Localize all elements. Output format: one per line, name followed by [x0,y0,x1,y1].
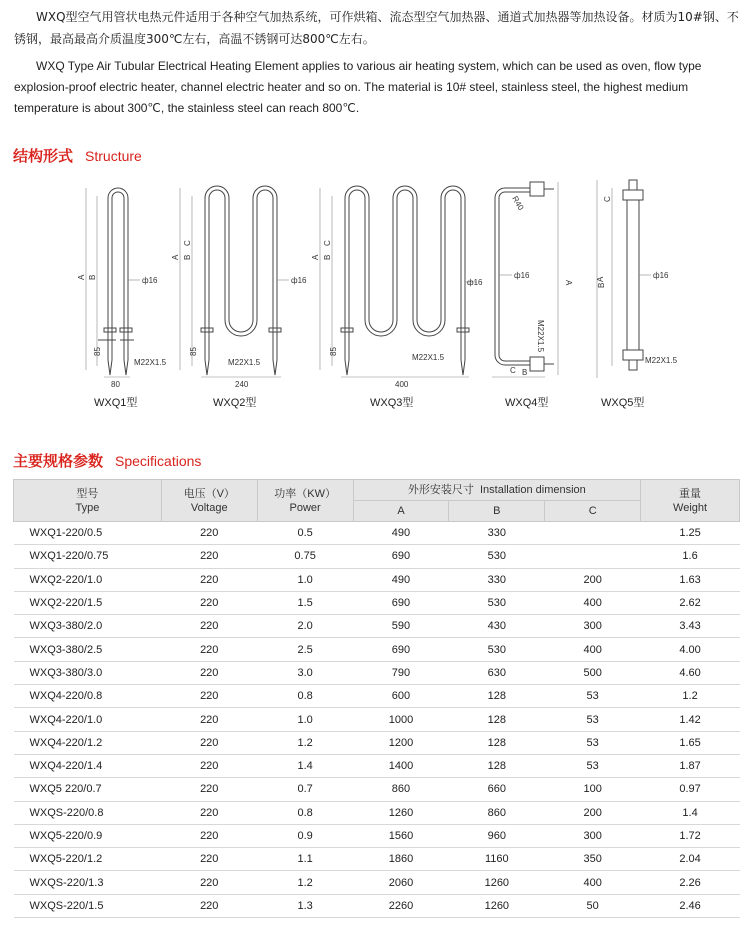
wxq2-caption: WXQ2型 [213,397,257,409]
cell-power: 0.5 [257,522,353,545]
cell-voltage: 220 [161,894,257,917]
table-row [14,754,740,777]
table-row [14,708,740,731]
cell-c: 53 [545,754,641,777]
diagram-wxq3 [320,186,477,377]
cell-a: 2060 [353,871,449,894]
cell-c: 300 [545,824,641,847]
cell-b: 128 [449,708,545,731]
cell-weight: 1.87 [641,754,740,777]
structure-title-en: Structure [85,148,142,164]
cell-weight: 1.2 [641,685,740,708]
cell-c: 500 [545,661,641,684]
table-row [14,545,740,568]
cell-voltage: 220 [161,685,257,708]
cell-power: 0.8 [257,685,353,708]
cell-weight: 2.04 [641,848,740,871]
cell-b: 330 [449,522,545,545]
cell-weight: 0.97 [641,778,740,801]
header-type: 型号 Type [14,480,162,522]
table-row [14,638,740,661]
wxq4-dim-a: A [564,280,573,286]
table-row [14,568,740,591]
cell-a: 1000 [353,708,449,731]
cell-c: 400 [545,638,641,661]
cell-c: 400 [545,591,641,614]
cell-a: 490 [353,568,449,591]
cell-voltage: 220 [161,708,257,731]
wxq5-dim-dia: ф16 [653,271,669,280]
intro-text [14,6,740,119]
header-install: 外形安装尺寸 Installation dimension [353,480,641,501]
cell-type: WXQ4-220/1.0 [14,708,162,731]
wxq5-dim-b: B [597,282,606,288]
cell-c: 200 [545,801,641,824]
cell-type: WXQ2-220/1.0 [14,568,162,591]
header-c: C [545,501,641,522]
cell-b: 330 [449,568,545,591]
cell-b: 630 [449,661,545,684]
diagram-wxq5 [597,180,651,378]
cell-a: 1560 [353,824,449,847]
structure-title-cn: 结构形式 [13,147,74,165]
wxq5-dim-a: A [596,276,605,282]
structure-title [13,145,142,166]
spec-title-cn: 主要规格参数 [13,452,104,470]
cell-power: 1.2 [257,731,353,754]
cell-power: 2.5 [257,638,353,661]
wxq3-dim-dia: ф16 [467,278,483,287]
wxq3-dim-400: 400 [395,380,409,389]
cell-power: 3.0 [257,661,353,684]
table-row [14,731,740,754]
cell-type: WXQ1-220/0.75 [14,545,162,568]
header-power: 功率（KW） Power [257,480,353,522]
cell-power: 1.4 [257,754,353,777]
cell-voltage: 220 [161,801,257,824]
spec-table-body [14,522,740,918]
cell-c [545,545,641,568]
cell-voltage: 220 [161,661,257,684]
header-a: A [353,501,449,522]
table-row [14,615,740,638]
cell-voltage: 220 [161,731,257,754]
cell-weight: 1.25 [641,522,740,545]
intro-en: WXQ Type Air Tubular Electrical Heating Element applies to various air heating system, which can be used as oven, flow type explosion-proof electric heater, channel electric heater and so on. The material is 10# steel, stainless steel, the highest medium temperature is about 300℃, the stainless steel can reach 800℃. [14,59,702,115]
wxq4-caption: WXQ4型 [505,397,549,409]
cell-voltage: 220 [161,545,257,568]
wxq3-caption: WXQ3型 [370,397,414,409]
header-voltage: 电压（V） Voltage [161,480,257,522]
cell-weight: 4.60 [641,661,740,684]
spec-title [13,450,201,471]
cell-b: 530 [449,545,545,568]
cell-voltage: 220 [161,778,257,801]
cell-voltage: 220 [161,615,257,638]
cell-weight: 1.6 [641,545,740,568]
cell-type: WXQS-220/1.5 [14,894,162,917]
cell-weight: 2.62 [641,591,740,614]
wxq4-dim-r40: R40 [510,194,526,212]
wxq5-dim-c: C [603,196,612,202]
wxq2-dim-dia: ф16 [291,276,307,285]
cell-c: 400 [545,871,641,894]
wxq2-dim-240: 240 [235,380,249,389]
cell-b: 1160 [449,848,545,871]
cell-type: WXQ5 220/0.7 [14,778,162,801]
cell-type: WXQS-220/0.8 [14,801,162,824]
wxq4-dim-c: C [510,366,516,375]
cell-a: 490 [353,522,449,545]
cell-type: WXQ5-220/1.2 [14,848,162,871]
cell-a: 600 [353,685,449,708]
wxq3-dim-85: 85 [329,347,338,356]
cell-c [545,522,641,545]
table-row [14,661,740,684]
wxq2-dim-thread: M22X1.5 [228,358,261,367]
cell-type: WXQ1-220/0.5 [14,522,162,545]
cell-c: 50 [545,894,641,917]
cell-weight: 1.72 [641,824,740,847]
spec-table [13,479,740,918]
cell-c: 200 [545,568,641,591]
wxq1-dim-80: 80 [111,380,120,389]
cell-power: 1.2 [257,871,353,894]
wxq1-dim-dia: ф16 [142,276,158,285]
cell-power: 1.0 [257,708,353,731]
wxq4-dim-thread: M22X1.5 [536,320,545,353]
cell-weight: 4.00 [641,638,740,661]
table-row [14,778,740,801]
cell-type: WXQ3-380/3.0 [14,661,162,684]
cell-weight: 1.42 [641,708,740,731]
cell-voltage: 220 [161,522,257,545]
wxq2-dim-c: C [183,240,192,246]
cell-voltage: 220 [161,591,257,614]
wxq2-dim-a: A [171,254,180,260]
cell-b: 128 [449,731,545,754]
wxq4-dim-dia: ф16 [514,271,530,280]
cell-power: 1.5 [257,591,353,614]
cell-voltage: 220 [161,568,257,591]
cell-weight: 1.63 [641,568,740,591]
cell-a: 690 [353,591,449,614]
cell-weight: 2.46 [641,894,740,917]
cell-voltage: 220 [161,638,257,661]
cell-c: 350 [545,848,641,871]
table-row [14,894,740,917]
wxq1-caption: WXQ1型 [94,397,138,409]
wxq5-dim-thread: M22X1.5 [645,356,678,365]
cell-a: 1200 [353,731,449,754]
cell-weight: 1.65 [641,731,740,754]
cell-type: WXQ3-380/2.5 [14,638,162,661]
cell-weight: 3.43 [641,615,740,638]
cell-power: 0.7 [257,778,353,801]
cell-b: 860 [449,801,545,824]
cell-b: 128 [449,754,545,777]
wxq4-dim-b: B [522,368,528,377]
cell-c: 53 [545,731,641,754]
intro-cn: WXQ型空气用管状电热元件适用于各种空气加热系统，可作烘箱、流态型空气加热器、通道式加热器等加热设备。材质为10#钢、不锈钢，最高最高介质温度300℃左右，高温不锈钢可达800℃左右。 [14,10,739,46]
wxq1-dim-thread: M22X1.5 [134,358,167,367]
table-row [14,522,740,545]
cell-type: WXQ3-380/2.0 [14,615,162,638]
wxq3-dim-a: A [311,254,320,260]
cell-power: 0.9 [257,824,353,847]
wxq1-dim-85: 85 [93,347,102,356]
table-row [14,801,740,824]
cell-type: WXQ4-220/1.2 [14,731,162,754]
cell-type: WXQS-220/1.3 [14,871,162,894]
cell-power: 1.0 [257,568,353,591]
cell-voltage: 220 [161,871,257,894]
cell-b: 1260 [449,894,545,917]
cell-b: 1260 [449,871,545,894]
cell-power: 1.3 [257,894,353,917]
cell-weight: 1.4 [641,801,740,824]
cell-a: 860 [353,778,449,801]
cell-a: 2260 [353,894,449,917]
structure-diagrams [0,170,750,430]
cell-a: 1260 [353,801,449,824]
table-row [14,871,740,894]
cell-c: 53 [545,685,641,708]
cell-type: WXQ4-220/1.4 [14,754,162,777]
cell-type: WXQ2-220/1.5 [14,591,162,614]
cell-power: 2.0 [257,615,353,638]
wxq2-dim-85: 85 [189,347,198,356]
wxq3-dim-c: C [323,240,332,246]
cell-voltage: 220 [161,824,257,847]
cell-a: 690 [353,638,449,661]
cell-b: 128 [449,685,545,708]
cell-type: WXQ4-220/0.8 [14,685,162,708]
cell-c: 53 [545,708,641,731]
cell-weight: 2.26 [641,871,740,894]
cell-power: 1.1 [257,848,353,871]
cell-b: 530 [449,638,545,661]
cell-voltage: 220 [161,848,257,871]
cell-type: WXQ5-220/0.9 [14,824,162,847]
cell-a: 1860 [353,848,449,871]
cell-b: 430 [449,615,545,638]
cell-b: 530 [449,591,545,614]
spec-title-en: Specifications [115,453,202,469]
wxq3-dim-thread: M22X1.5 [412,353,445,362]
cell-a: 790 [353,661,449,684]
cell-c: 100 [545,778,641,801]
wxq3-dim-b: B [323,254,332,260]
header-b: B [449,501,545,522]
cell-power: 0.75 [257,545,353,568]
table-row [14,824,740,847]
wxq2-dim-b: B [183,254,192,260]
header-weight: 重量 Weight [641,480,740,522]
cell-a: 690 [353,545,449,568]
cell-a: 1400 [353,754,449,777]
wxq1-dim-b: B [88,274,97,280]
table-row [14,591,740,614]
cell-b: 660 [449,778,545,801]
wxq1-dim-a: A [77,274,86,280]
table-row [14,848,740,871]
cell-power: 0.8 [257,801,353,824]
cell-b: 960 [449,824,545,847]
cell-voltage: 220 [161,754,257,777]
cell-a: 590 [353,615,449,638]
table-row [14,685,740,708]
cell-c: 300 [545,615,641,638]
wxq5-caption: WXQ5型 [601,397,645,409]
